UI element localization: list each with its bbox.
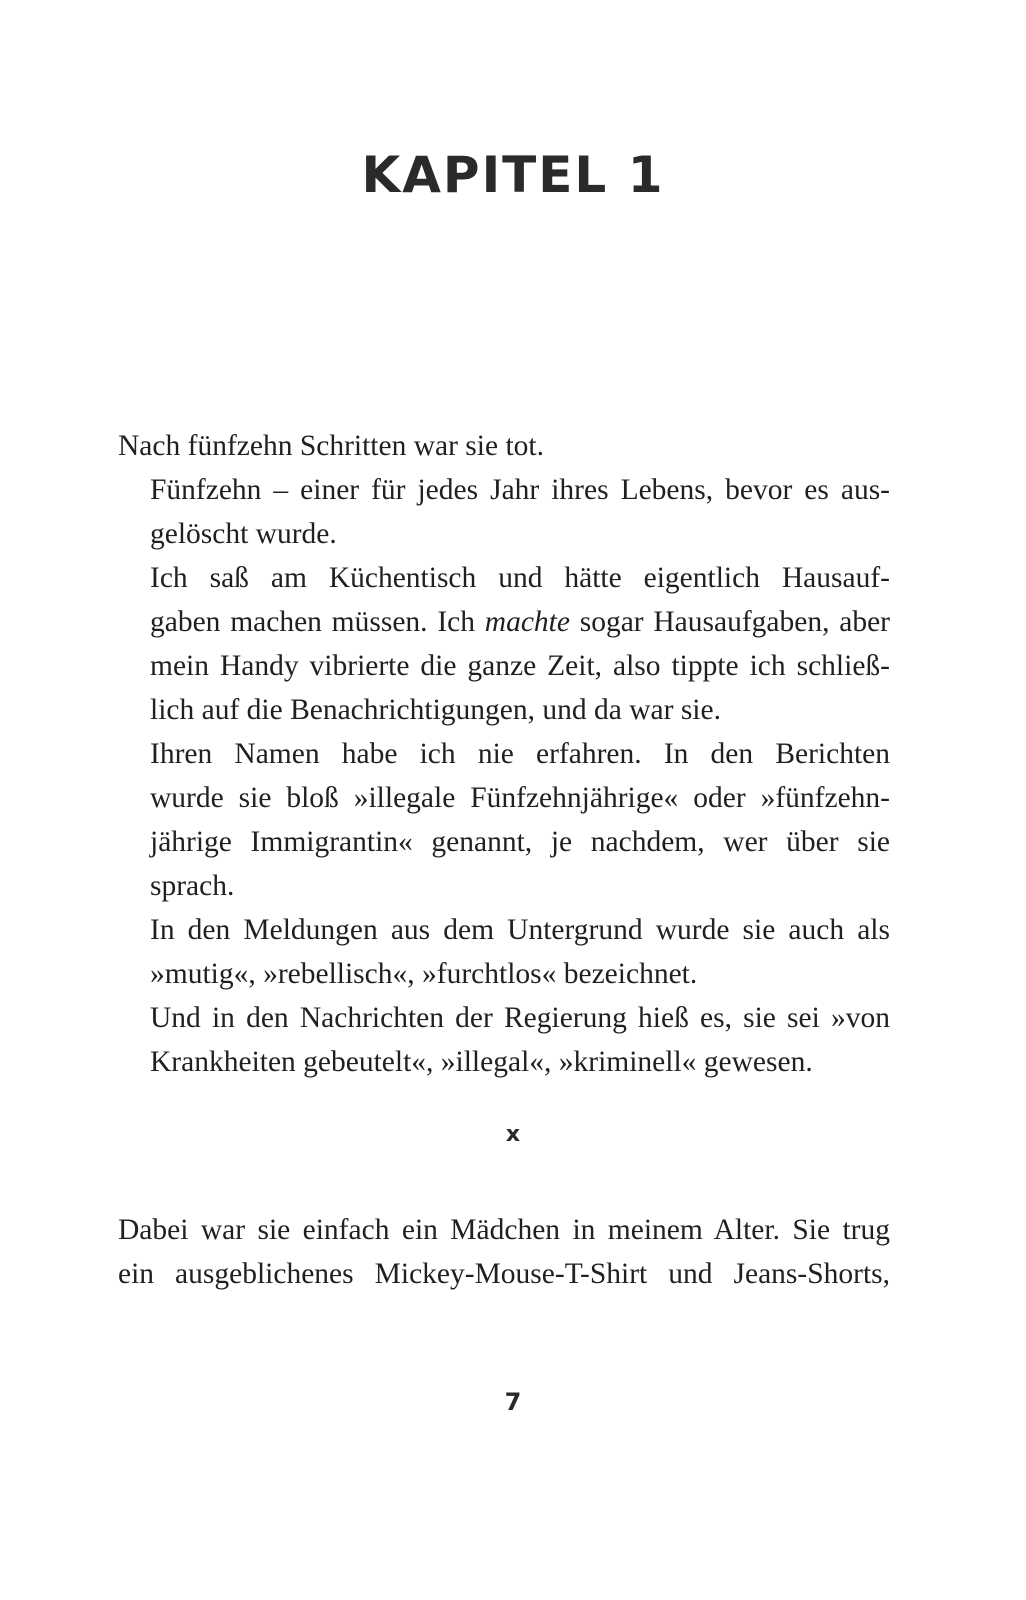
- paragraph: [118, 732, 890, 908]
- text-line: ein ausgeblichenes Mickey-Mouse-T-Shirt und Jeans-Shorts,: [118, 1258, 890, 1290]
- section-break-marker: x: [505, 1122, 521, 1147]
- text-line: mein Handy vibrierte die ganze Zeit, also tippte ich schließ-: [150, 650, 890, 682]
- paragraph: [118, 556, 890, 732]
- emphasized-word: machte: [484, 606, 570, 638]
- text-line: Und in den Nachrichten der Regierung hieß es, sie sei »von: [150, 1002, 890, 1034]
- paragraph: [118, 996, 890, 1084]
- text-line: Nach fünfzehn Schritten war sie tot.: [118, 430, 544, 462]
- text-line-with-emphasis: [118, 600, 890, 644]
- text-segment: gaben machen müssen. Ich: [150, 606, 485, 638]
- paragraph: [118, 468, 890, 556]
- text-line: Fünfzehn – einer für jedes Jahr ihres Lebens, bevor es aus-: [150, 474, 890, 506]
- text-line: jährige Immigrantin« genannt, je nachdem, wer über sie: [150, 826, 890, 858]
- text-segment: sogar Hausaufgaben, aber: [569, 606, 891, 638]
- text-line: In den Meldungen aus dem Untergrund wurde sie auch als: [150, 914, 890, 946]
- text-line: sprach.: [150, 870, 235, 902]
- text-line: Ich saß am Küchentisch und hätte eigentlich Hausauf-: [150, 562, 890, 594]
- text-line: gelöscht wurde.: [150, 518, 337, 550]
- text-block-before-break: [118, 424, 890, 1084]
- text-line: Krankheiten gebeutelt«, »illegal«, »kriminell« gewesen.: [150, 1046, 813, 1078]
- paragraph: [118, 1208, 890, 1296]
- text-line: Dabei war sie einfach ein Mädchen in meinem Alter. Sie trug: [118, 1214, 890, 1246]
- paragraph: [118, 424, 890, 468]
- text-line: lich auf die Benachrichtigungen, und da war sie.: [150, 694, 721, 726]
- paragraph: [118, 908, 890, 996]
- text-line: wurde sie bloß »illegale Fünfzehnjährige« oder »fünfzehn-: [150, 782, 890, 814]
- text-line: Ihren Namen habe ich nie erfahren. In den Berichten: [150, 738, 890, 770]
- text-line: »mutig«, »rebellisch«, »furchtlos« bezeichnet.: [150, 958, 698, 990]
- text-block-after-break: [118, 1208, 890, 1296]
- chapter-title: KAPITEL 1: [361, 146, 665, 204]
- page-number: 7: [504, 1388, 522, 1416]
